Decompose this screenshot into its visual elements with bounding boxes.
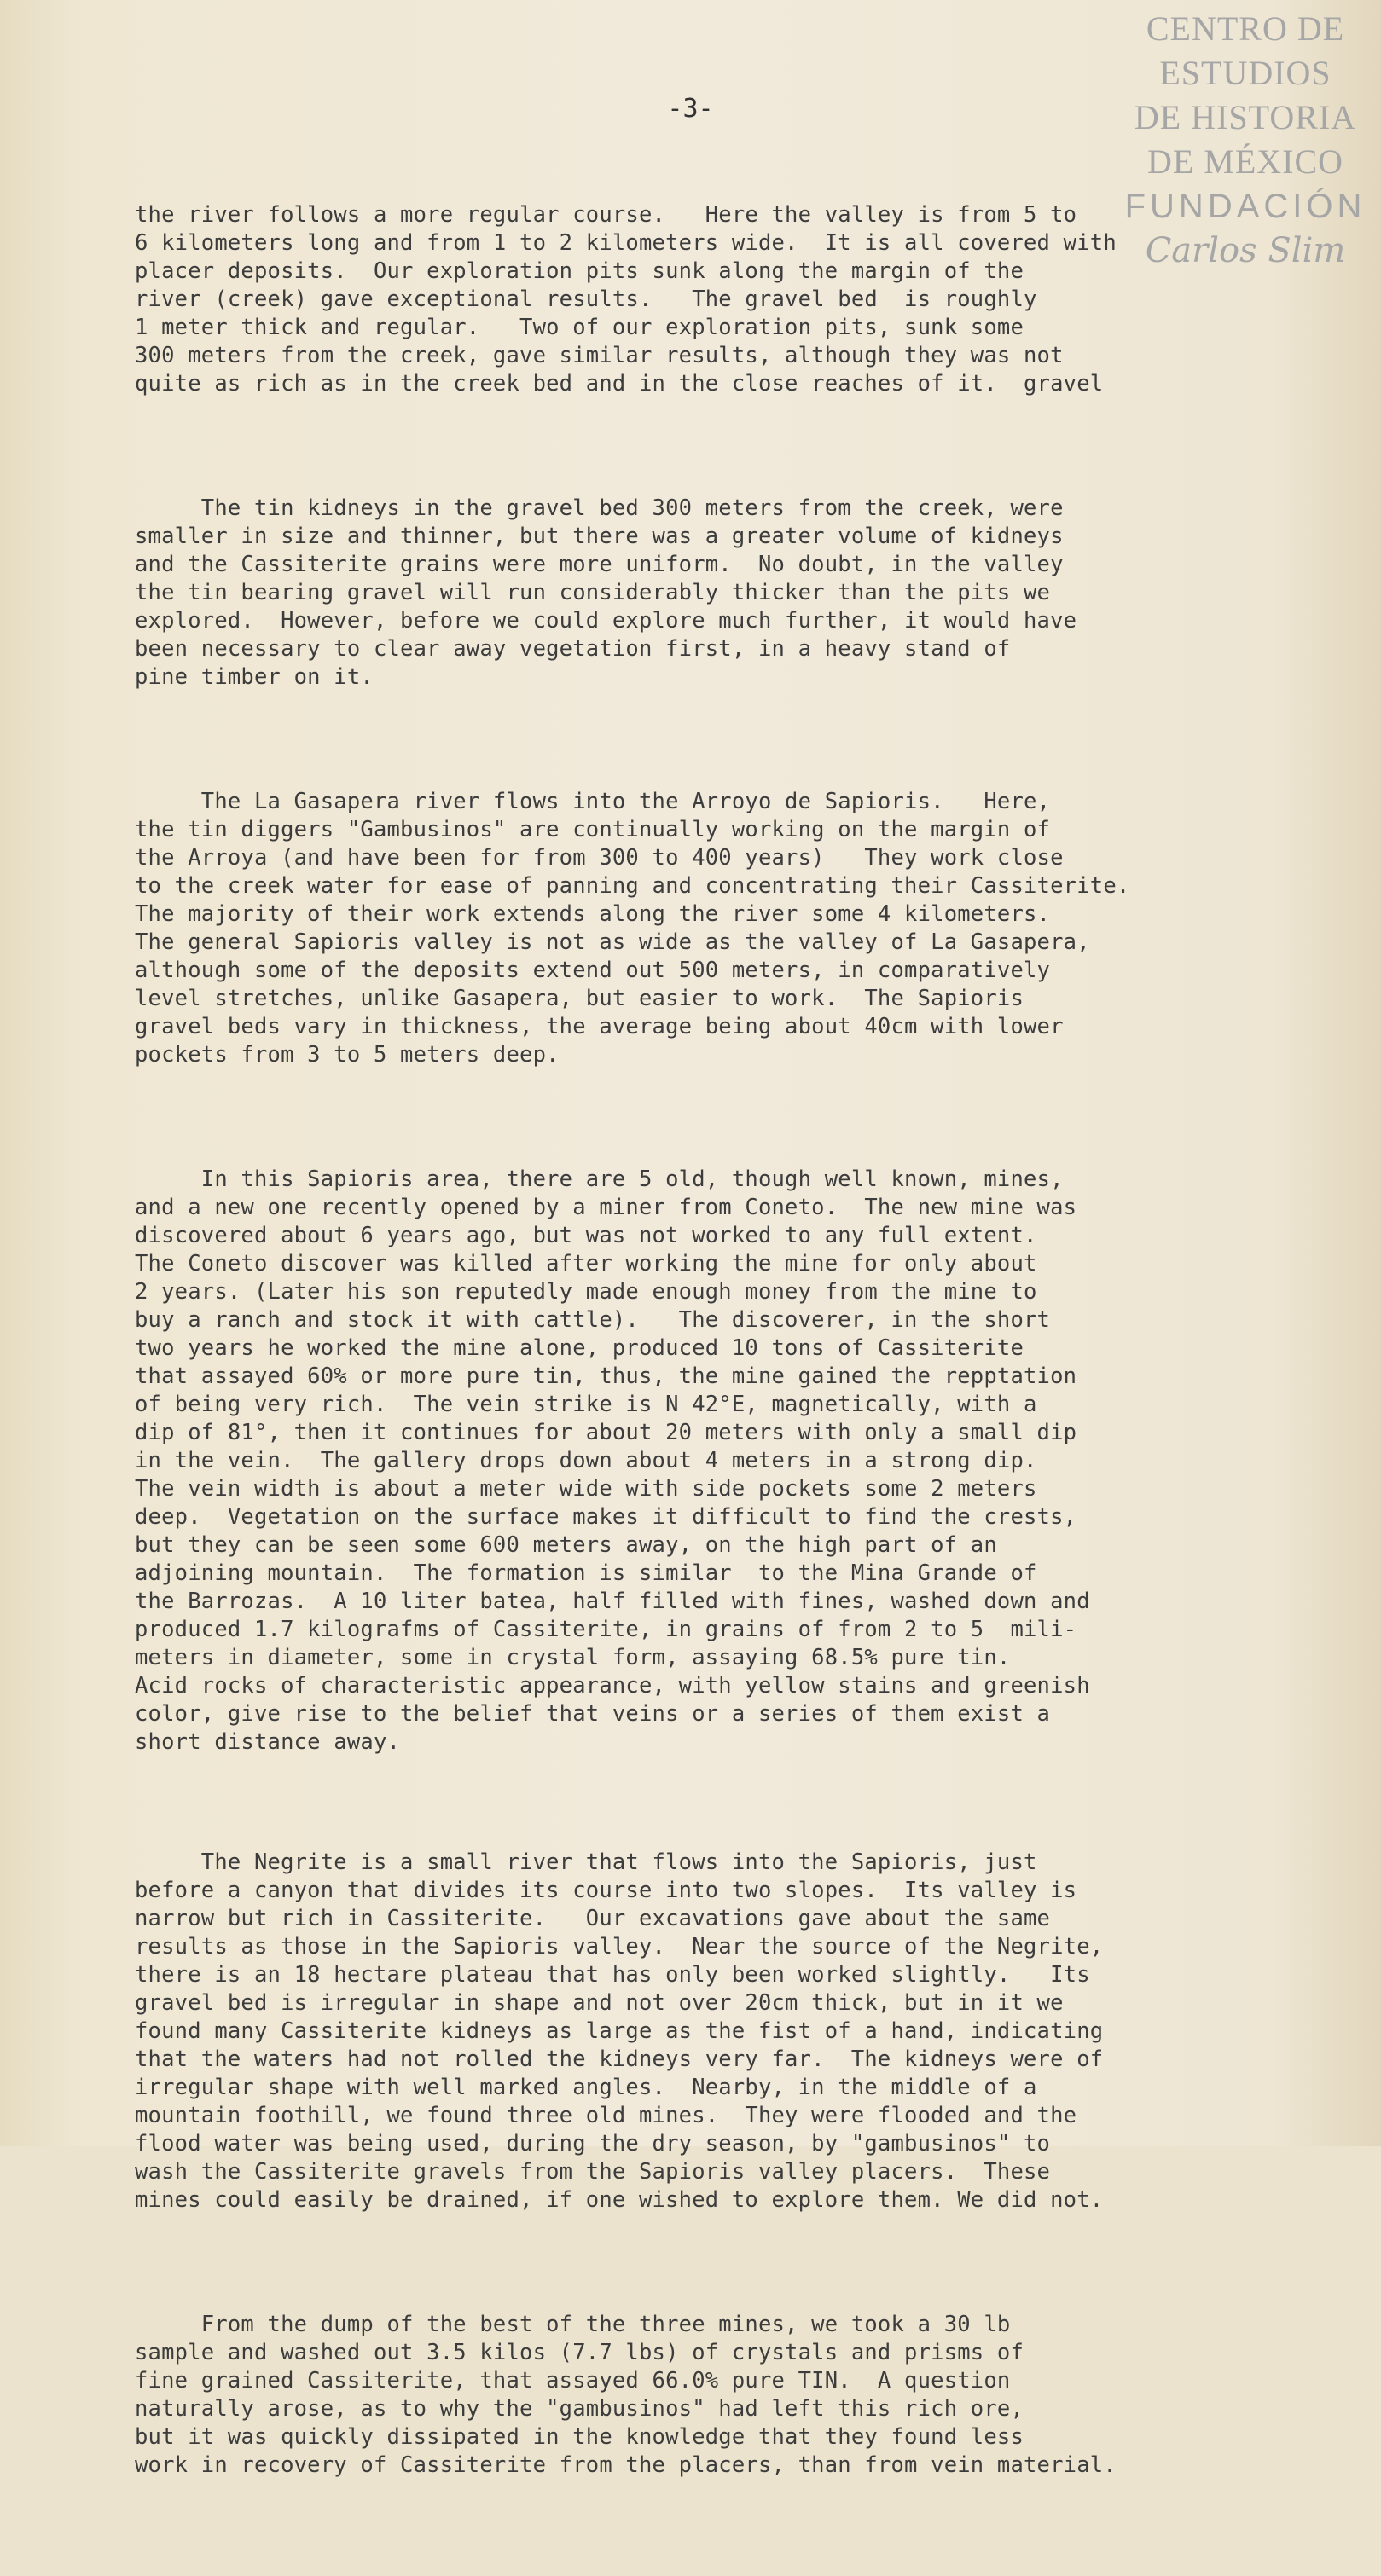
paragraph-gasapera-valley: the river follows a more regular course. Here the valley is from 5 to 6 kilometers long and from 1 to 2 kilometers wide. It is all covered with placer deposits. Our exploration pits sunk along the margin of the river (creek) gave exceptional results. The gravel bed is roughly 1 meter thick and regular. Two of our exploration pits, sunk some 300 meters from the creek, gave similar results, although they was not quite as rich as in the creek bed and in the close reaches of it. gravel (135, 202, 1117, 397)
stamp-line-5: FUNDACIÓN (1124, 188, 1366, 225)
paragraph-arroyo-sapioris: The La Gasapera river flows into the Arroyo de Sapioris. Here, the tin diggers "Gambusinos" are continually working on the margin of the Arroya (and have been for from 300 to 400 years) They work close to the creek water for ease of panning and concentrating their Cassiterite. The majority of their work extends along the river some 4 kilometers. The general Sapioris valley is not as wide as the valley of La Gasapera, although some of the deposits extend out 500 meters, in comparatively level stretches, unlike Gasapera, but easier to work. The Sapioris gravel beds vary in thickness, the average being about 40cm with lower pockets from 3 to 5 meters deep. (135, 789, 1130, 1068)
stamp-line-1: CENTRO DE (1146, 9, 1345, 48)
stamp-signature: Carlos Slim (1145, 231, 1346, 270)
stamp-line-4: DE MÉXICO (1146, 142, 1344, 181)
stamp-line-3: DE HISTORIA (1134, 98, 1357, 136)
stamp-line-2: ESTUDIOS (1159, 54, 1332, 92)
paragraph-tin-kidneys: The tin kidneys in the gravel bed 300 meters from the creek, were smaller in size and thinner, but there was a greater volume of kidneys and the Cassiterite grains were more uniform. No doubt, in the valley the tin bearing gravel will run considerably thicker than the pits we explored. However, before we could explore much further, it would have been necessary to clear away vegetation first, in a heavy stand of pine timber on it. (135, 495, 1077, 690)
page-number: -3- (667, 94, 714, 124)
typewritten-body (135, 145, 1329, 2576)
paragraph-sapioris-mines: In this Sapioris area, there are 5 old, though well known, mines, and a new one recently opened by a miner from Coneto. The new mine was discovered about 6 years ago, but was not worked to any full extent. The Coneto discover was killed after working the mine for only about 2 years. (Later his son reputedly made enough money from the mine to buy a ranch and stock it with cattle). The discoverer, in the short two years he worked the mine alone, produced 10 tons of Cassiterite that assayed 60% or more pure tin, thus, the mine gained the repptation of being very rich. The vein strike is N 42°E, magnetically, with a dip of 81°, then it continues for about 20 meters with only a small dip in the vein. The gallery drops down about 4 meters in a strong dip. The vein width is about a meter wide with side pockets some 2 meters deep. Vegetation on the surface makes it difficult to find the crests, but they can be seen some 600 meters away, on the high part of an adjoining mountain. The formation is similar to the Mina Grande of the Barrozas. A 10 liter batea, half filled with fines, washed down and produced 1.7 kilografms of Cassiterite, in grains of from 2 to 5 mili- meters in diameter, some in crystal form, assaying 68.5% pure tin. Acid rocks of characteristic appearance, with yellow stains and greenish color, give rise to the belief that veins or a series of them exist a short distance away. (135, 1166, 1090, 1755)
paragraph-negrite-river: The Negrite is a small river that flows into the Sapioris, just before a canyon that divides its course into two slopes. Its valley is narrow but rich in Cassiterite. Our excavations gave about the same results as those in the Sapioris valley. Near the source of the Negrite, there is an 18 hectare plateau that has only been worked slightly. Its gravel bed is irregular in shape and not over 20cm thick, but in it we found many Cassiterite kidneys as large as the fist of a hand, indicating that the waters had not rolled the kidneys very far. The kidneys were of irregular shape with well marked angles. Nearby, in the middle of a mountain foothill, we found three old mines. They were flooded and the flood water was being used, during the dry season, by "gambusinos" to wash the Cassiterite gravels from the Sapioris valley placers. These mines could easily be drained, if one wished to explore them. We did not. (135, 1850, 1104, 2213)
paragraph-mine-dump-sample: From the dump of the best of the three mines, we took a 30 lb sample and washed out 3.5 kilos (7.7 lbs) of crystals and prisms of fine grained Cassiterite, that assayed 66.0% pure TIN. A question naturally arose, as to why the "gambusinos" had left this rich ore, but it was quickly dissipated in the knowledge that they found less work in recovery of Cassiterite from the placers, than from vein material. (135, 2312, 1117, 2478)
